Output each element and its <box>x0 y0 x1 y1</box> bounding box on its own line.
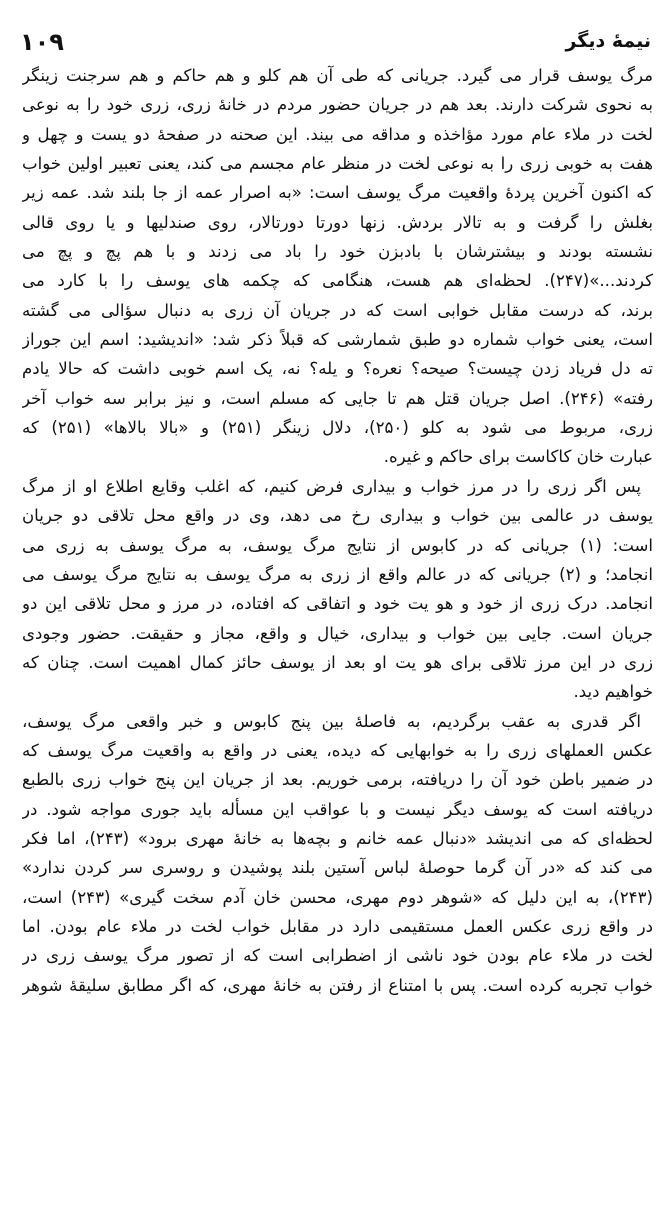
running-title: نیمهٔ دیگر <box>565 30 651 52</box>
text-line: است: (۱) جریانی که در کابوس از نتایج مرگ یوسف، به مرگ یوسف به زری می <box>22 535 653 555</box>
paragraph-start-line: اگر قدری به عقب برگردیم، به فاصلهٔ بین پنج کابوس و خبر واقعی مرگ یوسف، <box>22 711 641 731</box>
text-line: زری در این مرز تلاقی برای هو یت او بعد از یوسف حائز کمال اهمیت است. چنان که <box>22 652 653 672</box>
text-line: در واقع زری عکس العمل مستقیمی دارد در مقابل خواب لخت در ملاء عام بودن. اما <box>22 916 653 936</box>
text-line: هفت به خوبی زری را به نوعی لخت در منظر عام مجسم می کند، یعنی تعبیر اولین خواب <box>22 154 653 174</box>
text-line: برند، که درست مقابل خوابی است که در جریان آن زری به دنبال سؤالی می گشته <box>22 300 653 320</box>
text-line: رفته» (۲۴۶). اصل جریان قتل هم تا جایی که مسلم است، و نیز برابر سه خواب آخر <box>22 388 653 408</box>
page-header <box>20 28 651 58</box>
text-line: نشسته بودند و بیشترشان با بادبزن خود را باد می زدند و با هم پچ و پچ می <box>22 242 653 262</box>
text-line: مرگ یوسف قرار می گیرد. جریانی که طی آن هم کلو و هم حاکم و هم سرجنت زینگر <box>22 66 653 85</box>
text-line: دریافته است که یوسف دیگر نیست و با عواقب این مسأله باید جوری مواجه شود. در <box>22 799 653 819</box>
text-line: خواهیم دید. <box>573 682 653 702</box>
text-line: زری، مربوط می شود به کلو (۲۵۰)، دلال زینگر (۲۵۱) و «بالا بالاها» (۲۵۱) که <box>22 418 653 438</box>
text-line: خواب تجربه کرده است. پس با امتناع از رفتن به خانهٔ مهری، که اگر مطابق سلیقهٔ شوهر <box>22 975 653 995</box>
text-line: انجامد. درک زری از خود و هو یت خود و اتفاقی که افتاده، در مرز و محل تلاقی این دو <box>22 594 653 614</box>
text-line: کردند...»(۲۴۷). لحظه‌ای هم هست، هنگامی که چکمه های یوسف را با کارد می <box>22 271 653 291</box>
text-line: که اکنون آخرین پردهٔ واقعیت مرگ یوسف است: «به اصرار عمه از جا بلند شد. عمه زیر <box>22 183 653 203</box>
text-line: لحظه‌ای که می اندیشد «دنبال عمه خانم و بچه‌ها به خانهٔ مهری برود» (۲۴۳)، اما فکر <box>22 828 653 848</box>
body-text <box>22 61 653 1000</box>
text-line: جریان است. جایی بین خواب و بیداری، خیال و واقع، مجاز و حقیقت. حضور وجودی <box>22 623 653 643</box>
text-line: عکس العملهای زری را به خوابهایی که دیده، یعنی در واقع به واقعیت مرگ یوسف که <box>22 740 653 760</box>
text-line: (۲۴۳)، به این دلیل که «شوهر دوم مهری، محسن خان آدم سخت گیری» (۲۴۳) است، <box>22 887 653 907</box>
text-line: لخت در ملاء عام مورد مؤاخذه و مداقه می بیند. این صحنه در صفحهٔ دو یست و چهل و <box>22 124 653 144</box>
text-line: است، یعنی خواب شماره دو طبق شمارشی که قبلاً ذکر شد: «اندیشید: اسم این جوراز <box>22 330 653 350</box>
paragraph-start-line: پس اگر زری را در مرز خواب و بیداری فرض کنیم، که اغلب وقایع اطلاع او از مرگ <box>22 476 641 496</box>
text-line: به نحوی شرکت دارند. بعد هم در جریان حضور مردم در خانهٔ زری، زری خود را به نوعی <box>22 95 653 115</box>
text-line: انجامد؛ و (۲) جریانی که در عالم واقع از زری به مرگ یوسف به نتایج مرگ یوسف می <box>22 564 653 584</box>
text-line: می کند که «در آن گرما حوصلهٔ لباس آستین بلند پوشیدن و روسری سر کردن ندارد» <box>22 858 653 878</box>
text-line: یوسف در عالمی بین خواب و بیداری رخ می دهد، وی در واقع محل تلاقی دو جریان <box>22 506 653 526</box>
text-line: لخت در ملاء عام بودن خود ناشی از اضطرابی است که از تصور مرگ یوسف زری در <box>22 946 653 966</box>
text-line: در ضمیر باطن خود آن را دریافته، برمی خوریم. بعد از جریان این پنج خواب زری بالطبع <box>22 770 653 790</box>
text-line: بغلش را گرفت و به تالار بردش. زنها دورتا دورتالار، روی صندلیها و یا روی قالی <box>22 212 653 232</box>
text-line: ته دل فریاد زدن چیست؟ صیحه؟ نعره؟ و یله؟ نه، یک اسم خوبی داشت که حالا یادم <box>22 359 653 379</box>
page-number: ۱۰۹ <box>20 28 64 56</box>
text-line: عبارت خان کاکاست برای حاکم و غیره. <box>383 447 653 467</box>
